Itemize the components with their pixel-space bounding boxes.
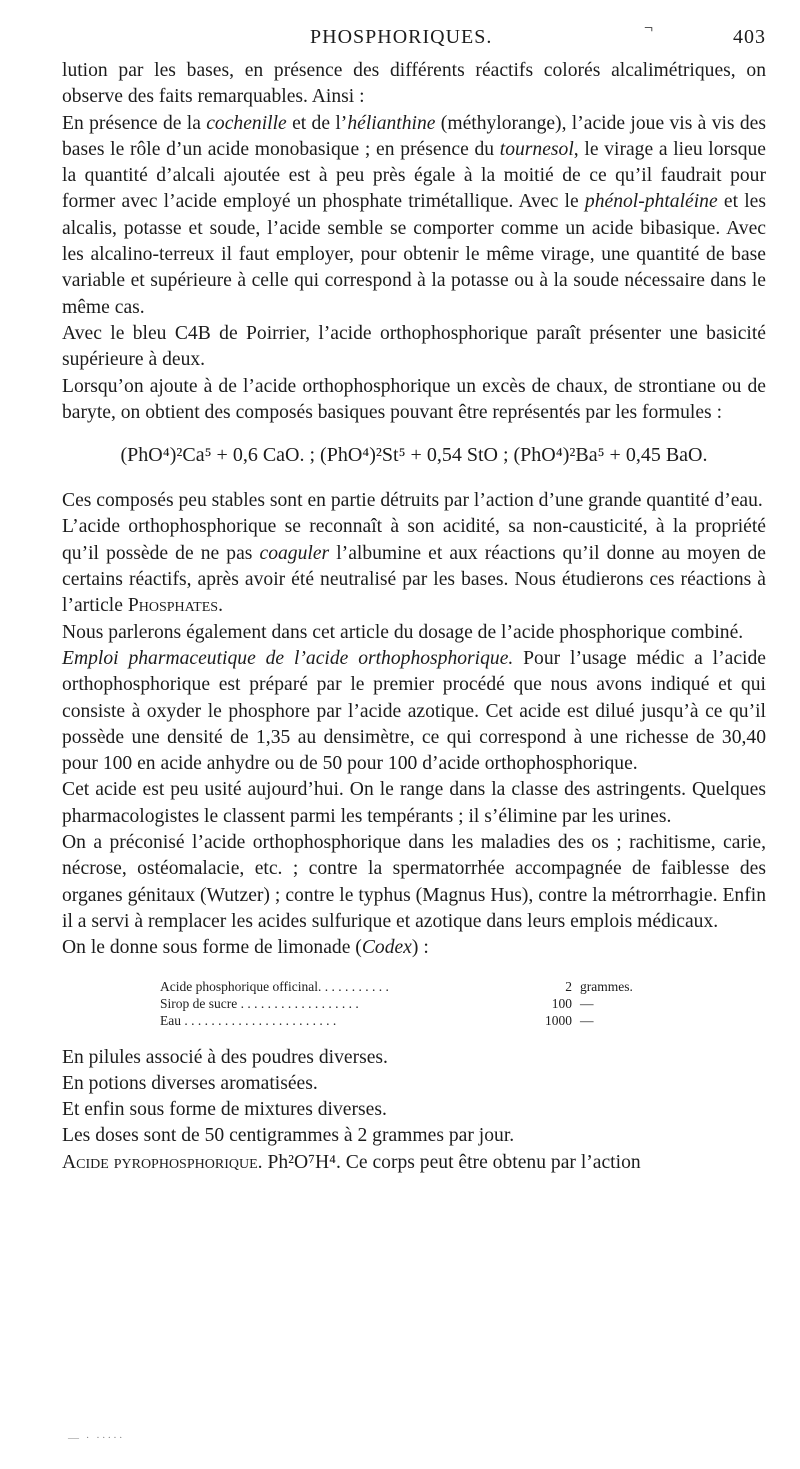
paragraph: lution par les bases, en présence des différents réactifs colorés alcalimétriques, on observe des faits remarquables. Ainsi : xyxy=(62,60,766,108)
recipe-item: Acide phosphorique officinal. . . . . . . . . . . xyxy=(160,978,389,994)
page-number: 403 xyxy=(733,26,766,48)
paragraph xyxy=(62,935,766,961)
paragraph-run: coaguler xyxy=(259,542,330,564)
section-formula: Ph²O⁷H⁴. xyxy=(267,1151,341,1173)
list-item: En pilules associé à des poudres diverses. xyxy=(62,1046,388,1068)
paragraph xyxy=(62,514,766,619)
footer-mark: — · ····· xyxy=(68,1432,125,1444)
paragraph-run: , le virage a lieu lorsque la quantité d’alcali ajoutée est à peu près égale à la moitié de ce qu’il faudrait pour former avec l’acide employé un phosphate trimétallique. Avec le xyxy=(62,138,766,213)
section-text: Ce corps peut être obtenu par l’action xyxy=(345,1151,641,1173)
list-item: Et enfin sous forme de mixtures diverses. xyxy=(62,1099,387,1121)
recipe-item: Sirop de sucre . . . . . . . . . . . . . . . . . . xyxy=(160,995,359,1011)
paragraph-run: Emploi pharmaceutique de l’acide orthophosphorique. xyxy=(62,647,514,669)
paragraph-group-1 xyxy=(62,58,766,426)
last-line xyxy=(62,1150,766,1176)
paragraph-run: . xyxy=(218,595,223,617)
recipe-qty: 100 xyxy=(551,995,572,1011)
paragraph-run: En présence de la xyxy=(62,112,207,134)
paragraph-run: et les alcalis, potasse et soude, l’acide semble se comporter comme un acide bibasique. Avec les alcalino-terreux il faut employer, pour obtenir le même virage, une quantité de base variable et supérieure à celle qui correspond à la potasse ou à la soude nécessaire dans le même cas. xyxy=(62,191,767,318)
paragraph: Ces composés peu stables sont en partie détruits par l’action d’une grande quantité d’eau. xyxy=(62,490,763,512)
recipe-unit: — xyxy=(580,1012,594,1028)
header-title: PHOSPHORIQUES. xyxy=(310,26,493,48)
paragraph: Cet acide est peu usité aujourd’hui. On le range dans la classe des astringents. Quelques pharmacologistes le classent parmi les tempérants ; il s’élimine par les urines. xyxy=(62,779,766,827)
paragraph-run: ) : xyxy=(411,937,429,959)
paragraph xyxy=(62,646,766,777)
list-item: En potions diverses aromatisées. xyxy=(62,1072,318,1094)
paragraph-run: (méthylorange), l’acide joue vis à vis des bases le rôle d’un acide monobasique ; en présence du xyxy=(62,112,766,160)
usage-list xyxy=(62,1045,766,1150)
paragraph-run: tournesol xyxy=(499,138,574,160)
page-body xyxy=(62,58,766,1176)
paragraph-run: l’albumine et aux réactions qu’il donne au moyen de certains réactifs, après avoir été neutralisé par les bases. Nous étudierons ces réactions à l’article xyxy=(62,542,767,617)
running-header xyxy=(62,20,766,52)
paragraph-run: Codex xyxy=(361,937,412,959)
paragraph: On a préconisé l’acide orthophosphorique dans les maladies des os ; rachitisme, carie, nécrose, ostéomalacie, etc. ; contre la spermatorrhée accompagnée de faiblesse des organes génitaux (Wutzer) ; contre le typhus (Magnus Hus), contre la métrorrhagie. Enfin il a servi à remplacer les acides sulfurique et azotique dans leurs emplois médicaux. xyxy=(62,832,766,932)
section-term: Acide pyrophosphorique. xyxy=(62,1151,263,1173)
paragraph-run: et de l’ xyxy=(286,112,348,134)
paragraph-run: Phosphates xyxy=(127,595,219,617)
paragraph-run: hélianthine xyxy=(347,112,436,134)
recipe-unit: grammes. xyxy=(580,978,633,994)
paragraph-run: Pour l’usage médic a l’acide orthophosphorique est préparé par le premier procédé que nous avons indiqué et qui consiste à oxyder le phosphore par l’acide azotique. Cet acide est dilué jusqu’à ce qu’il possède une densité de 1,35 au densimètre, ce qui correspond à une richesse de 30,40 pour 100 en acide anhydre ou de 50 pour 100 d’acide orthophosphorique. xyxy=(62,647,766,775)
recipe-qty: 2 xyxy=(565,978,572,994)
paragraph-run: cochenille xyxy=(206,112,287,134)
paragraph xyxy=(62,111,766,321)
paragraph-run: L’acide orthophosphorique se reconnaît à son acidité, sa non-causticité, à la propriété qu’il possède de ne pas xyxy=(62,516,766,564)
chemical-formula: (PhO⁴)²Ca⁵ + 0,6 CaO. ; (PhO⁴)²St⁵ + 0,54 StO ; (PhO⁴)²Ba⁵ + 0,45 BaO. xyxy=(120,444,708,467)
recipe-qty: 1000 xyxy=(545,1012,572,1028)
paragraph-group-2 xyxy=(62,488,766,961)
recipe-row xyxy=(160,978,766,995)
recipe-item: Eau . . . . . . . . . . . . . . . . . . . . . . . xyxy=(160,1012,337,1028)
recipe-row xyxy=(160,995,766,1012)
paragraph-run: phénol-phtaléine xyxy=(584,191,718,213)
paragraph-run: On le donne sous forme de limonade ( xyxy=(62,937,362,959)
paragraph: Avec le bleu C4B de Poirrier, l’acide orthophosphorique paraît présenter une basicité supérieure à deux. xyxy=(62,322,766,371)
list-item: Les doses sont de 50 centigrammes à 2 grammes par jour. xyxy=(62,1125,515,1147)
paragraph: Lorsqu’on ajoute à de l’acide orthophosphorique un excès de chaux, de strontiane ou de baryte, on obtient des composés basiques pouvant être représentés par les formules : xyxy=(62,375,766,423)
recipe-table xyxy=(160,978,766,1029)
header-mark: ¬ xyxy=(644,20,655,37)
paragraph: Nous parlerons également dans cet article du dosage de l’acide phosphorique combiné. xyxy=(62,621,744,643)
recipe-row xyxy=(160,1012,766,1029)
recipe-unit: — xyxy=(580,995,594,1011)
